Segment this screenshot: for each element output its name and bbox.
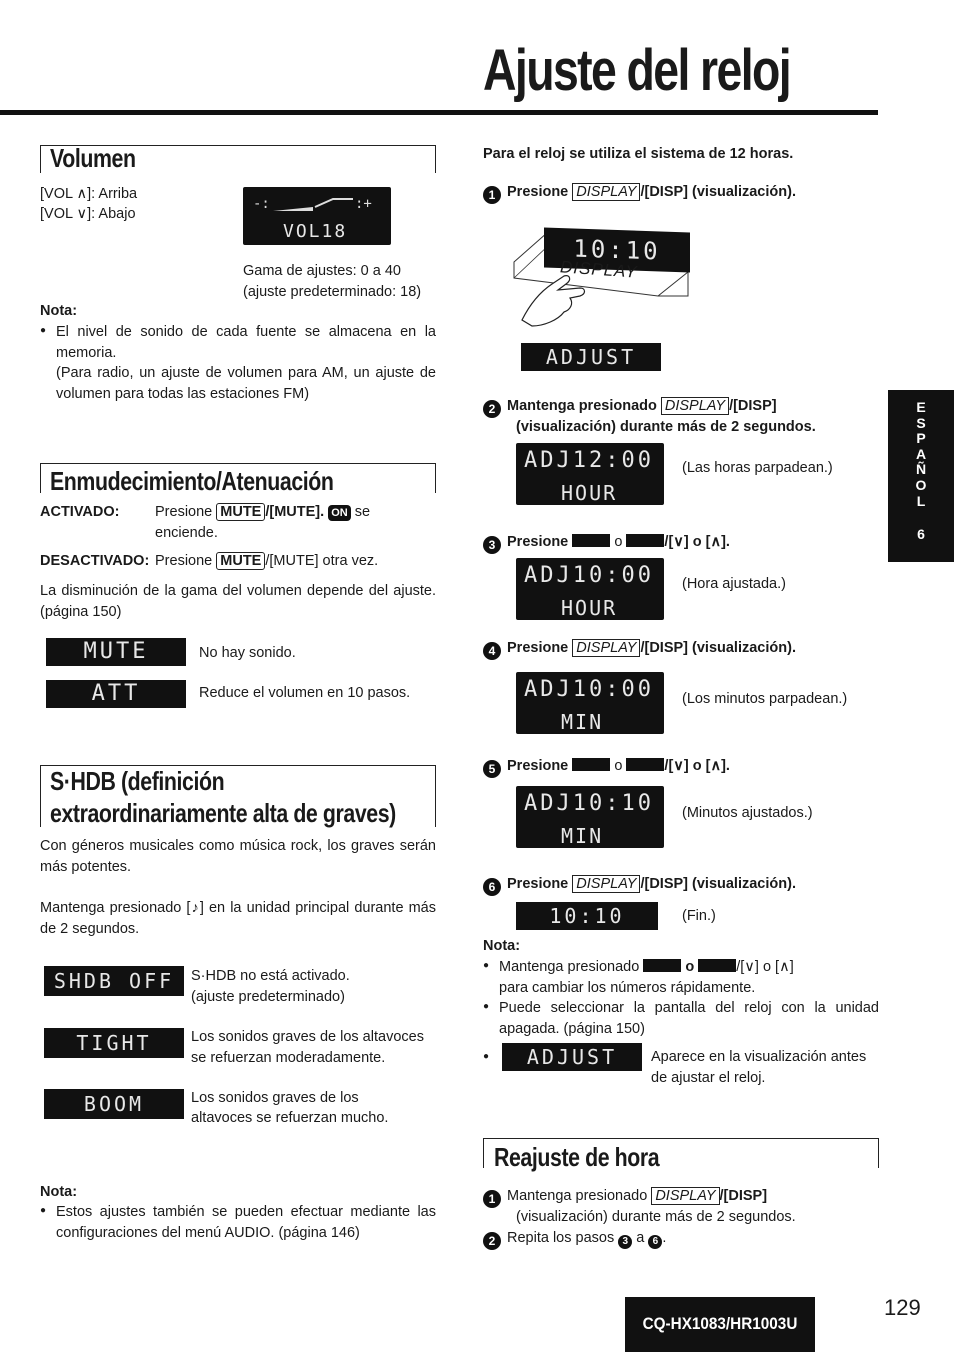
tab-letter: Ñ [915, 461, 927, 478]
clock-step-2 [483, 396, 777, 418]
step6-post: /[DISP] (visualización). [640, 876, 796, 892]
clock-note-3-2: de ajustar el reloj. [651, 1070, 766, 1086]
language-tab [888, 390, 954, 562]
lcd4-note: (Los minutos parpadean.) [682, 691, 848, 707]
volumen-note [40, 322, 436, 404]
up-button-icon [626, 534, 664, 547]
clock-note-1-post: /[∨] o [∧] [736, 959, 794, 975]
lcd5-line2: MIN [561, 824, 604, 848]
activado-text [155, 502, 435, 543]
step-number-2: 2 [483, 400, 501, 418]
reajuste-step-1 [483, 1186, 767, 1208]
tight-desc-2: se refuerzan moderadamente. [191, 1050, 386, 1066]
clock-note-1-pre: Mantenga presionado [499, 959, 640, 975]
header-rule [0, 110, 878, 115]
clock-step-3 [483, 532, 730, 554]
step5-or: o [614, 758, 623, 774]
display-key-6: DISPLAY [572, 875, 640, 893]
adj-hour-blink-lcd [516, 443, 664, 505]
clock-note-1 [483, 957, 879, 998]
step3-or: o [614, 534, 623, 550]
volume-bar-icon [253, 193, 381, 215]
step4-post: /[DISP] (visualización). [640, 640, 796, 656]
step1-pre: Presione [507, 184, 569, 200]
lcd3-note: (Hora ajustada.) [682, 576, 786, 592]
clock-step-6 [483, 874, 796, 896]
activado-pre: Presione [155, 504, 213, 520]
activado-mid: /[MUTE]. [265, 504, 325, 520]
shdb-note: ● Estos ajustes también se pueden efectuar mediante las configuraciones del menú AUDIO. (página 146) [40, 1202, 436, 1243]
model-footer [625, 1297, 815, 1352]
reajuste-step1-post: /[DISP] [719, 1188, 768, 1204]
adj-min-blink-lcd [516, 672, 664, 734]
boom-desc-1: Los sonidos graves de los [191, 1090, 359, 1106]
shdb-off-desc-2: (ajuste predeterminado) [191, 989, 345, 1005]
step5-pre: Presione [507, 758, 569, 774]
shdb-title-2: extraordinariamente alta de graves) [50, 798, 396, 828]
reajuste-step1-line2: (visualización) durante más de 2 segundos. [516, 1209, 796, 1225]
on-badge: ON [328, 505, 351, 521]
adj-min-set-lcd [516, 786, 664, 848]
shdb-off-lcd: SHDB OFF [44, 966, 184, 996]
vol-up: [VOL ∧]: Arriba [40, 186, 138, 202]
clock-intro: Para el reloj se utiliza el sistema de 12 horas. [483, 146, 794, 162]
step2-pre: Mantenga presionado [507, 398, 657, 414]
desactivado-label: DESACTIVADO: [40, 553, 150, 569]
volumen-note-1: El nivel de sonido de cada fuente se almacena en la memoria. [56, 324, 436, 361]
model-number: CQ-HX1083/HR1003U [642, 1314, 798, 1334]
activado-post: se enciende. [155, 504, 371, 541]
clock-note-2: ● Puede seleccionar la pantalla del reloj con la unidad apagada. (página 150) [483, 998, 879, 1039]
clock-step-5 [483, 756, 730, 778]
mute-key-2: MUTE [216, 552, 265, 570]
lcd4-line2: MIN [561, 710, 604, 734]
svg-text:-:: -: [253, 196, 270, 212]
volumen-nota-label: Nota: [40, 303, 78, 319]
shdb-notes [40, 1202, 436, 1243]
svg-text::+: :+ [355, 196, 372, 212]
tight-lcd: TIGHT [44, 1028, 184, 1058]
clock-note-3-bullet: ● [483, 1051, 490, 1062]
display-key-r1: DISPLAY [651, 1187, 719, 1205]
step2-line2: (visualización) durante más de 2 segundos. [516, 419, 816, 435]
lcd3-line1: ADJ10:00 [524, 563, 654, 588]
up-button-icon-3 [698, 959, 736, 972]
step3-pre: Presione [507, 534, 569, 550]
page-title: Ajuste del reloj [483, 38, 791, 103]
final-clock-lcd: 10:10 [516, 902, 658, 930]
clock-notes [483, 957, 879, 1039]
down-button-icon [572, 534, 610, 547]
tab-letter: A [915, 445, 927, 462]
mute-lcd-desc: No hay sonido. [199, 645, 296, 661]
step6-pre: Presione [507, 876, 569, 892]
shdb-off-desc-1: S·HDB no está activado. [191, 968, 350, 984]
reajuste-step-2: 2 Repita los pasos 3 a 6 . [483, 1228, 666, 1250]
tab-letter: L [916, 492, 926, 509]
reajuste-step1-pre: Mantenga presionado [507, 1188, 648, 1204]
clock-note-3-1: Aparece en la visualización antes [651, 1049, 867, 1065]
tab-number: 6 [917, 526, 925, 543]
step4-pre: Presione [507, 640, 569, 656]
down-button-icon-2 [572, 758, 610, 771]
activado-label: ACTIVADO: [40, 504, 120, 520]
display-illustration [510, 222, 692, 334]
volumen-note-2: (Para radio, un ajuste de volumen para AM, un ajuste de volumen para todas las estaciones FM) [56, 365, 436, 402]
illustration-label: DISPLAY [559, 257, 639, 282]
down-button-icon-3 [643, 959, 681, 972]
reajuste-title: Reajuste de hora [494, 1142, 660, 1172]
adjust-lcd: ADJUST [521, 343, 661, 371]
step3-post: /[∨] o [∧]. [664, 534, 730, 550]
volume-lcd [243, 187, 391, 245]
page-number: 129 [884, 1295, 921, 1320]
clock-note-1-line2: para cambiar los números rápidamente. [499, 979, 756, 996]
step2-post: /[DISP] [729, 398, 777, 414]
step1-post: /[DISP] (visualización). [640, 184, 796, 200]
volume-default: (ajuste predeterminado: 18) [243, 284, 422, 300]
display-key-4: DISPLAY [572, 639, 640, 657]
clock-note-1-or: o [685, 959, 695, 975]
lcd6-note: (Fin.) [682, 908, 716, 924]
lcd2-line1: ADJ12:00 [524, 448, 654, 473]
illustration-lcd: 10:10 [544, 227, 690, 272]
clock-step-4 [483, 638, 796, 660]
reajuste-step-number-1: 1 [483, 1190, 501, 1208]
mute-key: MUTE [216, 503, 265, 521]
up-button-icon-2 [626, 758, 664, 771]
ref-step-6: 6 [648, 1235, 662, 1249]
desactivado-pre: Presione [155, 553, 213, 569]
tab-letter: P [916, 430, 926, 447]
tab-letter: S [916, 414, 926, 431]
att-lcd-desc: Reduce el volumen en 10 pasos. [199, 685, 411, 701]
clock-nota-label: Nota: [483, 938, 521, 954]
clock-step-1 [483, 182, 796, 204]
mute-title: Enmudecimiento/Atenuación [50, 466, 334, 496]
tight-desc-1: Los sonidos graves de los altavoces [191, 1029, 424, 1045]
step-number-4: 4 [483, 642, 501, 660]
lcd3-line2: HOUR [561, 596, 618, 620]
volume-lcd-text: VOL18 [283, 221, 348, 242]
step-number-3: 3 [483, 536, 501, 554]
volume-range: Gama de ajustes: 0 a 40 [243, 263, 401, 279]
lcd4-line1: ADJ10:00 [524, 677, 654, 702]
step-number-6: 6 [483, 878, 501, 896]
tab-letter: O [915, 476, 927, 493]
lcd5-line1: ADJ10:10 [524, 791, 654, 816]
reajuste-step-number-2: 2 [483, 1232, 501, 1250]
shdb-desc-1: Con géneros musicales como música rock, los graves serán más potentes. [40, 838, 436, 875]
adj-hour-set-lcd [516, 558, 664, 620]
att-lcd: ATT [46, 680, 186, 708]
reajuste-step2-pre: Repita los pasos [507, 1230, 615, 1246]
shdb-nota-label: Nota: [40, 1184, 78, 1200]
tab-letter: E [916, 399, 926, 415]
volumen-notes [40, 322, 436, 404]
vol-down: [VOL ∨]: Abajo [40, 206, 136, 222]
step5-post: /[∨] o [∧]. [664, 758, 730, 774]
desactivado-post: /[MUTE] otra vez. [265, 553, 379, 569]
step-number-1: 1 [483, 186, 501, 204]
boom-desc-2: altavoces se refuerzan mucho. [191, 1110, 389, 1126]
step-number-5: 5 [483, 760, 501, 778]
volumen-title: Volumen [50, 143, 136, 173]
mute-lcd: MUTE [46, 638, 186, 666]
shdb-desc-2: Mantenga presionado [♪] en la unidad principal durante más de 2 segundos. [40, 900, 436, 937]
adjust-lcd-note: ADJUST [502, 1043, 642, 1071]
display-key-2: DISPLAY [661, 397, 729, 415]
lcd5-note: (Minutos ajustados.) [682, 805, 813, 821]
boom-lcd: BOOM [44, 1089, 184, 1119]
display-key-1: DISPLAY [572, 183, 640, 201]
shdb-title-1: S·HDB (definición [50, 766, 225, 796]
ref-step-3: 3 [618, 1235, 632, 1249]
desactivado-text [155, 551, 378, 572]
lcd2-line2: HOUR [561, 481, 618, 505]
reajuste-step2-mid: a [636, 1230, 645, 1246]
lcd2-note: (Las horas parpadean.) [682, 460, 833, 476]
mute-desc: La disminución de la gama del volumen depende del ajuste. (página 150) [40, 583, 436, 620]
